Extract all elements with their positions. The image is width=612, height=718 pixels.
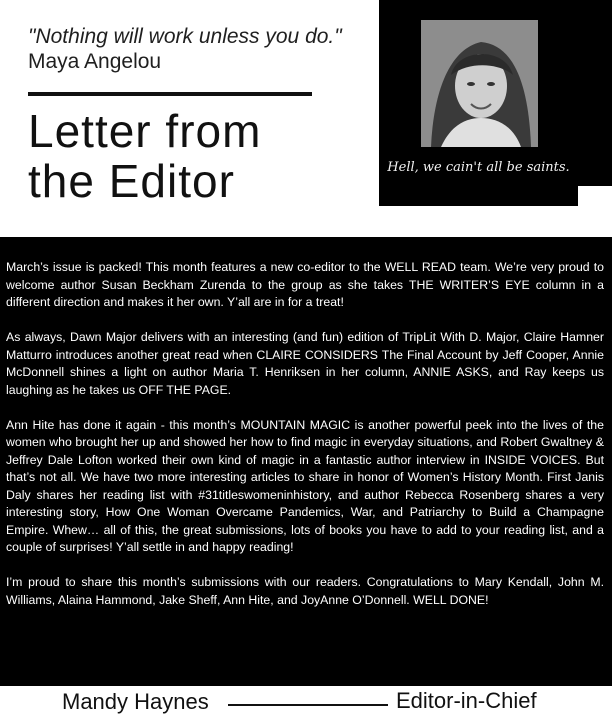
photo-panel-edge xyxy=(578,0,612,186)
signature-footer xyxy=(0,686,612,718)
body-paragraph: Ann Hite has done it again - this month’s MOUNTAIN MAGIC is another powerful peek into the lives of the women who brought her up and showed her how to find magic in everyday situations, and Robert Gwaltney & Jeffrey Dale Lofton worked their own kind of magic in a fantastic author interview in INSIDE VOICES. But that’s not all. We have two more interesting articles to share in honor of Women’s History Month. First Janis Daly shares her reading list with #31titleswomeninhistory, and author Rebecca Rosenberg shares a very interesting story, How One Woman Overcame Pandemics, War, and Patriarchy to Build a Champagne Empire. Whew… all of this, the great submissions, lots of books you have to add to your reading list, and a couple of surprises! Y’all settle in and happy reading! xyxy=(6,417,604,554)
title-line-2: the Editor xyxy=(28,155,235,207)
photo-caption: Hell, we cain't all be saints. xyxy=(387,160,570,175)
editor-photo-panel xyxy=(379,0,578,206)
editor-portrait-image xyxy=(421,20,538,147)
signature-divider xyxy=(228,704,388,706)
body-paragraph: As always, Dawn Major delivers with an interesting (and fun) edition of TripLit With D. Major, Claire Hamner Matturro introduces another great read when CLAIRE CONSIDERS The Final Account by Jeff Cooper, Annie McDonnell shines a light on author Maria T. Henriksen in her column, ANNIE ASKS, and Ray keeps us laughing as he takes us OFF THE PAGE. xyxy=(6,330,604,397)
letter-body xyxy=(6,259,604,627)
quote-text: "Nothing will work unless you do." xyxy=(28,25,342,48)
body-paragraph: I’m proud to share this month’s submissions with our readers. Congratulations to Mary Kendall, John M. Williams, Alaina Hammond, Jake Sheff, Ann Hite, and JoyAnne O’Donnell. WELL DONE! xyxy=(6,575,604,607)
editor-quote xyxy=(28,24,358,74)
body-paragraph: March’s issue is packed! This month features a new co-editor to the WELL READ team. We’re very proud to welcome author Susan Beckham Zurenda to the group as she takes THE WRITER’S EYE column in a different direction and makes it her own. Y’all are in for a treat! xyxy=(6,260,604,309)
letter-body-panel xyxy=(0,237,612,686)
signer-name: Mandy Haynes xyxy=(62,689,209,714)
page-title xyxy=(28,106,368,206)
title-divider xyxy=(28,92,312,96)
title-line-1: Letter from xyxy=(28,105,262,157)
quote-author: Maya Angelou xyxy=(28,50,162,73)
signer-role: Editor-in-Chief xyxy=(396,688,537,713)
